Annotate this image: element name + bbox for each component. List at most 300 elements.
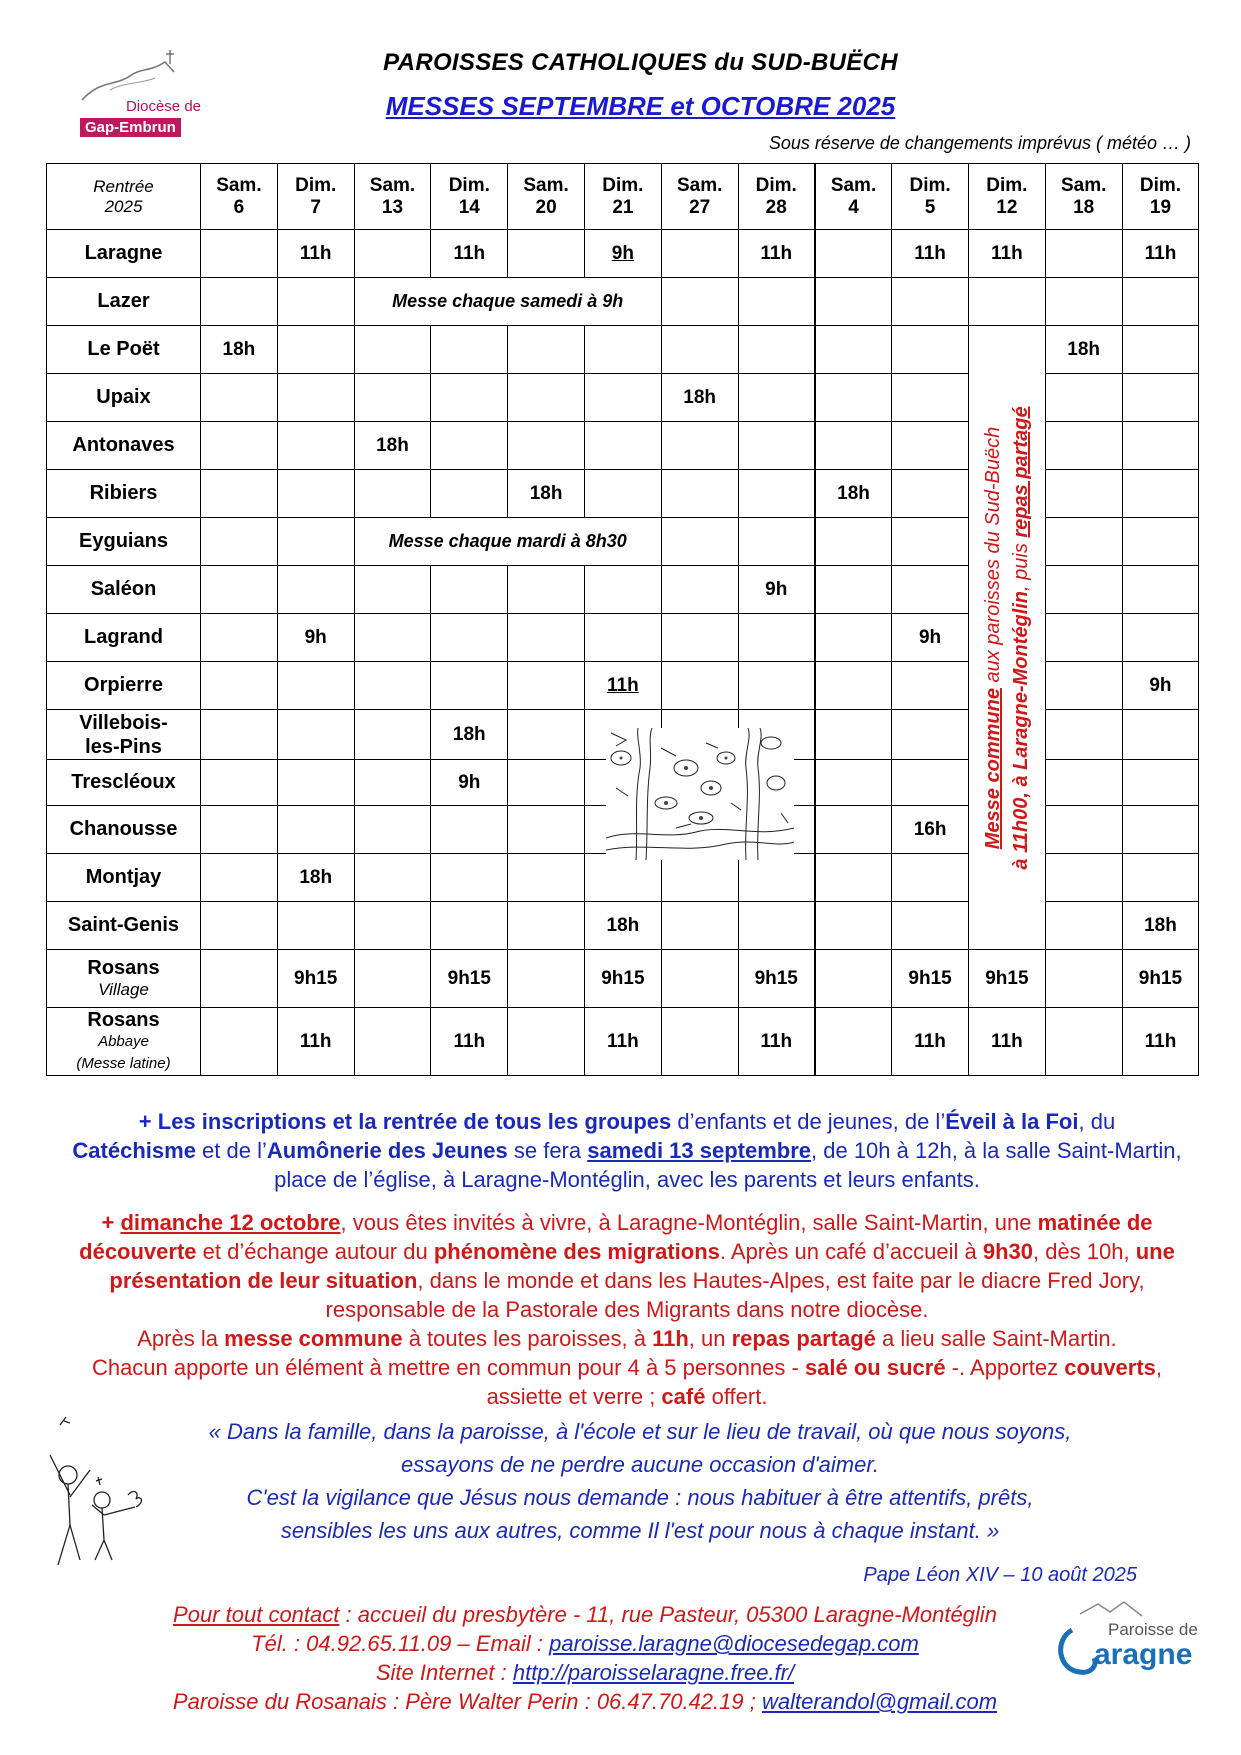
schedule-row <box>47 950 1199 1008</box>
mass-time-cell <box>1045 806 1122 854</box>
mass-time-cell: 11h <box>738 230 815 278</box>
mass-time-cell <box>201 230 278 278</box>
mass-time-cell <box>892 326 969 374</box>
mass-time-cell <box>815 278 892 326</box>
mass-time-cell <box>277 518 354 566</box>
mass-time-cell <box>201 518 278 566</box>
mass-time-cell: 11h <box>1122 230 1199 278</box>
email2-link[interactable]: walterandol@gmail.com <box>761 1689 998 1714</box>
mass-time-cell <box>431 662 508 710</box>
mass-time-cell <box>661 518 738 566</box>
mass-time-cell <box>1122 710 1199 760</box>
registration-paragraph <box>52 1107 1202 1194</box>
mass-time-cell <box>1122 470 1199 518</box>
place-name: Chanousse <box>69 818 178 840</box>
diocese-region: Gap-Embrun <box>80 118 181 137</box>
day-header <box>1045 164 1122 230</box>
place-cell <box>47 326 201 374</box>
day-header <box>277 164 354 230</box>
mass-time-cell: 11h <box>738 1008 815 1076</box>
p2-j: une présentation de leur situation <box>109 1239 1175 1293</box>
mass-time-cell: 11h <box>968 230 1045 278</box>
mass-time-cell <box>508 422 585 470</box>
mass-time-cell <box>738 854 815 902</box>
common-mass-cell <box>968 326 1045 950</box>
mass-time-cell <box>815 326 892 374</box>
page-subtitle: MESSES SEPTEMBRE et OCTOBRE 2025 <box>385 91 896 121</box>
mass-time-cell <box>201 902 278 950</box>
mass-time-cell <box>354 662 431 710</box>
mass-time-cell <box>201 950 278 1008</box>
place-name: Ribiers <box>89 482 158 504</box>
mass-time-cell <box>201 662 278 710</box>
place-cell <box>47 760 201 806</box>
mass-time-cell <box>431 422 508 470</box>
mass-time-cell <box>431 566 508 614</box>
day-header-line: Sam. <box>369 174 416 196</box>
day-header-line: 7 <box>310 196 321 218</box>
mass-time-cell <box>661 854 738 902</box>
header-row <box>47 164 1199 230</box>
day-header <box>738 164 815 230</box>
day-header-line: Dim. <box>602 174 644 196</box>
mass-time-cell <box>277 374 354 422</box>
place-name: Lazer <box>97 290 150 312</box>
mass-time-cell <box>431 470 508 518</box>
mass-time-cell: 18h <box>815 470 892 518</box>
day-header-line: 27 <box>689 196 711 218</box>
mass-time-cell <box>738 614 815 662</box>
mass-time-cell <box>892 566 969 614</box>
mass-time-cell <box>277 710 354 760</box>
mass-time-cell <box>508 230 585 278</box>
p2-h: 9h30 <box>982 1239 1033 1264</box>
place-cell <box>47 806 201 854</box>
mass-time-cell: 11h <box>277 230 354 278</box>
place-cell <box>47 710 201 760</box>
mass-time-cell <box>584 422 661 470</box>
mass-time-cell <box>815 614 892 662</box>
mass-time-cell <box>661 614 738 662</box>
mass-time-cell <box>661 326 738 374</box>
place-cell <box>47 278 201 326</box>
mass-time-cell: 9h <box>584 230 661 278</box>
mass-time-cell <box>815 1008 892 1076</box>
day-header-line: Dim. <box>1139 174 1182 196</box>
mass-time-cell <box>201 566 278 614</box>
day-header-line: 19 <box>1149 196 1172 218</box>
mass-time-cell: 11h <box>277 1008 354 1076</box>
place-cell <box>47 614 201 662</box>
mass-time-cell <box>1122 614 1199 662</box>
mass-time-cell <box>431 854 508 902</box>
corner-line: Rentrée <box>93 176 154 196</box>
mass-time-cell <box>815 854 892 902</box>
mass-time-cell <box>815 950 892 1008</box>
p2-e: et d’échange autour du <box>196 1239 434 1264</box>
mass-time-cell <box>661 950 738 1008</box>
mass-time-cell <box>815 902 892 950</box>
mass-time-cell <box>584 854 661 902</box>
p1-a: + Les inscriptions et la rentrée de tous les groupes <box>138 1109 672 1134</box>
mass-time-cell <box>738 422 815 470</box>
mass-time-cell <box>738 518 815 566</box>
mass-time-cell <box>1045 230 1122 278</box>
mass-time-cell: 18h <box>661 374 738 422</box>
mass-time-cell: 9h <box>1122 662 1199 710</box>
quote-line-2: essayons de ne perdre aucune occasion d'aimer. <box>401 1452 879 1477</box>
mass-time-cell <box>508 374 585 422</box>
day-header-line: Sam. <box>830 174 877 196</box>
mass-time-cell <box>661 566 738 614</box>
mass-time-cell <box>277 470 354 518</box>
place-name: Rosans <box>87 956 160 979</box>
mass-time-cell <box>661 902 738 950</box>
mass-time-cell <box>892 518 969 566</box>
mass-time-cell <box>661 470 738 518</box>
mass-time-cell <box>354 760 431 806</box>
p2-l: Après la <box>137 1326 225 1351</box>
mass-time-cell: 11h <box>584 662 661 710</box>
mass-time-cell: 18h <box>1045 326 1122 374</box>
place-name: les-Pins <box>85 735 162 758</box>
mass-time-cell <box>1122 374 1199 422</box>
mass-time-cell: 9h <box>431 760 508 806</box>
mass-time-cell <box>431 902 508 950</box>
p1-f: et de l’ <box>195 1138 267 1163</box>
parish-logo <box>1050 1600 1200 1680</box>
mass-time-cell <box>508 950 585 1008</box>
mass-time-cell <box>508 760 585 806</box>
mass-time-cell <box>815 662 892 710</box>
mass-time-cell <box>277 760 354 806</box>
mass-time-cell <box>277 278 354 326</box>
mass-time-cell: 11h <box>968 1008 1045 1076</box>
mass-time-cell <box>815 760 892 806</box>
mass-time-cell <box>661 662 738 710</box>
day-header-line: 14 <box>458 196 480 218</box>
mass-time-cell <box>201 470 278 518</box>
mass-time-cell <box>508 902 585 950</box>
mass-time-cell <box>892 760 969 806</box>
mass-time-cell <box>738 470 815 518</box>
mass-time-cell <box>508 662 585 710</box>
mass-time-cell <box>1045 470 1122 518</box>
day-header <box>968 164 1045 230</box>
mass-time-cell: 9h15 <box>892 950 969 1008</box>
mass-time-cell: 11h <box>892 1008 969 1076</box>
mass-time-cell <box>201 854 278 902</box>
day-header-line: Dim. <box>295 174 337 196</box>
mass-time-cell <box>354 854 431 902</box>
mass-time-cell <box>892 470 969 518</box>
weekly-mass-note: Messe chaque samedi à 9h <box>354 278 661 326</box>
parish-logo-line2: aragne <box>1094 1638 1193 1671</box>
mass-time-cell <box>584 566 661 614</box>
mass-time-cell <box>277 902 354 950</box>
mass-time-cell <box>508 806 585 854</box>
p1-c: Éveil à la Foi <box>945 1109 1079 1134</box>
corner-line: 2025 <box>104 196 143 216</box>
day-header-line: 21 <box>612 196 634 218</box>
mass-time-cell: 18h <box>1122 902 1199 950</box>
mass-time-cell: 9h <box>277 614 354 662</box>
p1-d: , du <box>1078 1109 1116 1134</box>
mass-time-cell <box>968 278 1045 326</box>
mass-time-cell <box>354 374 431 422</box>
mass-time-cell: 16h <box>892 806 969 854</box>
contact-address: : accueil du presbytère - 11, rue Pasteur, 05300 Laragne-Montéglin <box>339 1602 997 1627</box>
mass-time-cell <box>431 374 508 422</box>
mass-time-cell <box>1122 854 1199 902</box>
mass-time-cell <box>738 662 815 710</box>
p2-u: -. Apportez <box>945 1355 1065 1380</box>
mass-time-cell <box>1045 374 1122 422</box>
place-sub2: (Messe latine) <box>76 1054 171 1072</box>
place-name: Upaix <box>96 386 151 408</box>
mass-time-cell <box>354 902 431 950</box>
schedule-row <box>47 230 1199 278</box>
mass-time-cell <box>354 806 431 854</box>
p2-i: , dès 10h, <box>1032 1239 1136 1264</box>
mass-time-cell <box>738 278 815 326</box>
mass-time-cell <box>1045 518 1122 566</box>
mass-time-cell: 9h15 <box>738 950 815 1008</box>
mass-time-cell <box>1122 422 1199 470</box>
mass-time-cell: 9h15 <box>277 950 354 1008</box>
mass-time-cell <box>354 1008 431 1076</box>
site-label: Site Internet : <box>375 1660 513 1685</box>
mass-time-cell <box>1045 422 1122 470</box>
quote-line-4: sensibles les uns aux autres, comme Il l'est pour nous à chaque instant. » <box>280 1518 1000 1543</box>
mass-time-cell <box>661 1008 738 1076</box>
mass-time-cell <box>1045 614 1122 662</box>
place-name: Montjay <box>85 866 162 888</box>
mass-time-cell <box>277 806 354 854</box>
day-header <box>508 164 585 230</box>
mass-time-cell <box>354 566 431 614</box>
place-cell <box>47 662 201 710</box>
place-name: Saint-Genis <box>67 914 180 936</box>
contact-block <box>60 1600 1110 1716</box>
mass-time-cell: 11h <box>1122 1008 1199 1076</box>
mass-time-cell <box>277 566 354 614</box>
mass-time-cell <box>584 374 661 422</box>
place-cell <box>47 230 201 278</box>
day-header-line: Sam. <box>216 174 262 196</box>
mass-time-cell: 18h <box>584 902 661 950</box>
mass-time-cell: 11h <box>431 230 508 278</box>
mass-time-cell <box>354 326 431 374</box>
day-header <box>354 164 431 230</box>
mass-time-cell <box>1122 518 1199 566</box>
p2-y: offert. <box>705 1384 768 1409</box>
mass-time-cell <box>1122 806 1199 854</box>
day-header-line: Sam. <box>676 174 723 196</box>
day-header-line: Dim. <box>755 174 797 196</box>
p2-d: matinée de découverte <box>79 1210 1153 1264</box>
p2-o: 11h <box>652 1326 689 1351</box>
p2-r: a lieu salle Saint-Martin. <box>875 1326 1117 1351</box>
mass-time-cell <box>892 902 969 950</box>
mass-time-cell <box>892 278 969 326</box>
day-header-line: 12 <box>996 196 1018 218</box>
mass-time-cell <box>1045 854 1122 902</box>
mass-time-cell: 9h <box>892 614 969 662</box>
place-name: Orpierre <box>84 674 163 696</box>
mass-time-cell: 11h <box>584 1008 661 1076</box>
mass-time-cell: 18h <box>201 326 278 374</box>
mass-time-cell <box>661 278 738 326</box>
vert-part4: , puis <box>1009 537 1032 591</box>
place-name: Villebois- <box>79 711 168 734</box>
mass-time-cell <box>201 710 278 760</box>
rosanais-contact: Paroisse du Rosanais : Père Walter Perin : 06.47.70.42.19 ; <box>172 1689 762 1714</box>
mass-time-cell <box>277 422 354 470</box>
mass-time-cell <box>892 374 969 422</box>
mass-time-cell <box>431 806 508 854</box>
mass-time-cell <box>508 854 585 902</box>
day-header-line: 6 <box>233 196 245 218</box>
place-name: Rosans <box>87 1008 160 1031</box>
mass-time-cell <box>1045 950 1122 1008</box>
mass-time-cell <box>508 566 585 614</box>
place-cell <box>47 470 201 518</box>
mass-time-cell <box>354 614 431 662</box>
p2-q: repas partagé <box>731 1326 876 1351</box>
mass-time-cell <box>892 710 969 760</box>
mass-time-cell: 9h15 <box>584 950 661 1008</box>
mass-time-cell <box>201 422 278 470</box>
p1-e: Catéchisme <box>72 1138 196 1163</box>
mass-time-cell <box>661 230 738 278</box>
p2-v: couverts <box>1064 1355 1156 1380</box>
day-header <box>815 164 892 230</box>
mass-time-cell <box>584 470 661 518</box>
vert-part5: repas partagé <box>1009 405 1032 538</box>
vert-part1: Messe commune <box>981 687 1004 849</box>
mass-time-cell <box>584 614 661 662</box>
mass-time-cell <box>354 230 431 278</box>
mass-time-cell <box>201 1008 278 1076</box>
mass-time-cell: 9h <box>738 566 815 614</box>
place-sub: Village <box>98 979 149 999</box>
day-header <box>661 164 738 230</box>
mass-time-cell <box>584 326 661 374</box>
mass-time-cell <box>1045 902 1122 950</box>
mass-time-cell <box>815 230 892 278</box>
mass-time-cell: 18h <box>354 422 431 470</box>
p2-p: , un <box>688 1326 732 1351</box>
mass-time-cell <box>508 710 585 760</box>
mass-time-cell <box>201 614 278 662</box>
mass-time-cell <box>277 326 354 374</box>
place-cell <box>47 566 201 614</box>
migrations-paragraph <box>52 1208 1202 1411</box>
p1-b: d’enfants et de jeunes, de l’ <box>671 1109 946 1134</box>
day-header <box>892 164 969 230</box>
day-header <box>584 164 661 230</box>
mass-time-cell <box>277 662 354 710</box>
mass-time-cell <box>508 1008 585 1076</box>
website-link[interactable]: http://paroisselaragne.free.fr/ <box>512 1660 795 1685</box>
mass-time-cell <box>354 470 431 518</box>
email-link[interactable]: paroisse.laragne@diocesedegap.com <box>549 1631 919 1656</box>
day-header-line: Dim. <box>986 174 1028 196</box>
vert-part2: aux paroisses du Sud-Buëch <box>981 426 1004 688</box>
pope-quote <box>150 1415 1130 1547</box>
mass-time-cell: 18h <box>431 710 508 760</box>
place-name: Lagrand <box>84 626 163 648</box>
mass-time-cell <box>661 422 738 470</box>
parish-logo-line1: Paroisse de <box>1108 1620 1198 1639</box>
p2-x: café <box>661 1384 706 1409</box>
place-name: Le Poët <box>87 338 160 360</box>
day-header-line: Sam. <box>1060 174 1107 196</box>
mass-time-cell <box>1045 662 1122 710</box>
mass-time-cell <box>201 278 278 326</box>
vert-part3: à 11h00, à Laragne-Montéglin <box>1009 590 1032 870</box>
place-cell <box>47 950 201 1008</box>
children-drawing-icon <box>40 1415 150 1565</box>
p2-t: salé ou sucré <box>804 1355 946 1380</box>
quote-signature: Pape Léon XIV – 10 août 2025 <box>863 1564 1137 1586</box>
p2-a: + <box>101 1210 121 1235</box>
mass-time-cell <box>1122 278 1199 326</box>
day-header-line: 28 <box>765 196 787 218</box>
p1-i: samedi 13 septembre <box>587 1138 812 1163</box>
schedule-row <box>47 326 1199 374</box>
p2-f: phénomène des migrations <box>433 1239 720 1264</box>
day-header-line: 18 <box>1073 196 1095 218</box>
quote-line-1: « Dans la famille, dans la paroisse, à l'école et sur le lieu de travail, où que nous soyons, <box>208 1419 1072 1444</box>
mass-time-cell <box>892 854 969 902</box>
diocese-name: Diocèse de <box>125 98 201 115</box>
mass-time-cell <box>201 806 278 854</box>
mass-time-cell <box>815 806 892 854</box>
p1-j: , de 10h à 12h, à la salle Saint-Martin, place de l’église, à Laragne-Montéglin, avec les parents et leurs enfants. <box>274 1138 1182 1192</box>
corner-cell <box>47 164 201 230</box>
day-header <box>201 164 278 230</box>
mass-time-cell <box>431 326 508 374</box>
place-name: Eyguians <box>79 530 168 552</box>
mass-time-cell <box>815 566 892 614</box>
mass-time-cell <box>201 760 278 806</box>
place-cell <box>47 374 201 422</box>
mass-time-cell <box>431 614 508 662</box>
place-name: Antonaves <box>72 434 175 456</box>
p1-h: se fera <box>507 1138 588 1163</box>
day-header-line: Sam. <box>523 174 569 196</box>
mass-time-cell: 9h15 <box>431 950 508 1008</box>
place-name: Saléon <box>90 578 157 600</box>
place-name: Trescléoux <box>71 771 176 793</box>
mass-time-cell <box>892 422 969 470</box>
p1-g: Aumônerie des Jeunes <box>266 1138 508 1163</box>
mass-time-cell: 18h <box>277 854 354 902</box>
place-cell <box>47 1008 201 1076</box>
contact-label: Pour tout contact <box>173 1602 340 1627</box>
p2-b: dimanche 12 octobre <box>120 1210 341 1235</box>
day-header <box>1122 164 1199 230</box>
p2-c: , vous êtes invités à vivre, à Laragne-Montéglin, salle Saint-Martin, une <box>340 1210 1038 1235</box>
place-cell <box>47 422 201 470</box>
mass-time-cell <box>508 614 585 662</box>
mass-time-cell <box>815 374 892 422</box>
day-header-line: 20 <box>535 196 557 218</box>
mass-time-cell <box>1045 278 1122 326</box>
page-title: PAROISSES CATHOLIQUES du SUD-BUËCH <box>383 49 898 76</box>
